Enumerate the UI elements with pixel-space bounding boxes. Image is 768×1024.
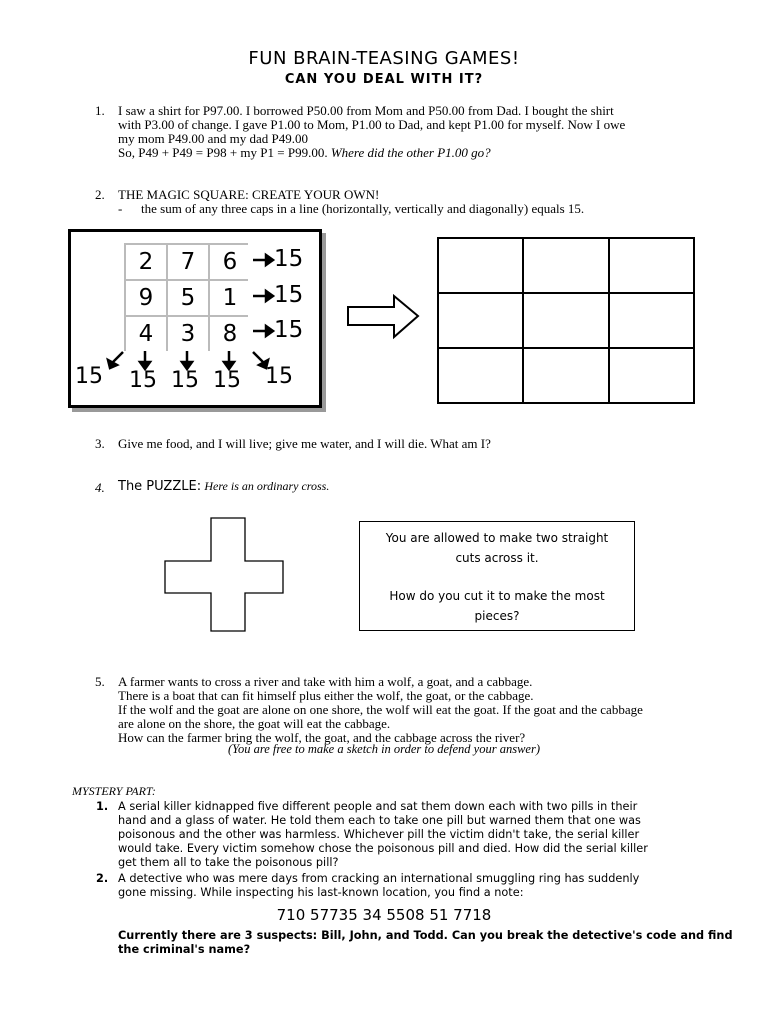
mystery-line: get them all to take the poisonous pill? — [118, 856, 339, 869]
mystery-line: would take. Every victim somehow chose the poisonous pill and died. How did the serial killer — [118, 842, 648, 855]
question-note: (You are free to make a sketch in order to defend your answer) — [228, 742, 540, 756]
mystery-number: 1. — [96, 800, 109, 813]
puzzle-instruction-line: cuts across it. — [455, 551, 539, 565]
empty-cell[interactable] — [438, 293, 523, 348]
puzzle-label: The PUZZLE: — [118, 479, 202, 494]
mystery-line: A serial killer kidnapped five different people and sat them down each with two pills in their — [118, 800, 638, 813]
question-number: 3. — [95, 436, 105, 451]
page-title: FUN BRAIN-TEASING GAMES! — [248, 48, 520, 69]
question-line: If the wolf and the goat are alone on one shore, the wolf will eat the goat. If the goat and the cabbage — [118, 702, 643, 717]
section-heading: MYSTERY PART: — [72, 784, 156, 798]
magic-cell: 7 — [168, 245, 208, 279]
question-prompt: Where did the other P1.00 go? — [330, 145, 491, 160]
question-number: 4. — [95, 480, 105, 495]
magic-cell: 5 — [168, 281, 208, 315]
question-line: I saw a shirt for P97.00. I borrowed P50.00 from Mom and P50.00 from Dad. I bought the shirt — [118, 103, 614, 118]
column-sum: 15 — [171, 368, 199, 393]
question-number: 5. — [95, 674, 105, 689]
magic-cell: 6 — [210, 245, 250, 279]
question-line — [118, 146, 491, 159]
question-number: 2. — [95, 187, 105, 202]
arrow-diagonal-right-icon — [253, 352, 263, 362]
arrow-head-icon — [266, 255, 273, 265]
question-number: 1. — [95, 103, 105, 118]
question-line — [118, 479, 329, 493]
question-line: my mom P49.00 and my dad P49.00 — [118, 131, 308, 146]
arrow-head-icon — [266, 291, 273, 301]
empty-cell[interactable] — [609, 348, 694, 403]
arrow-diagonal-left-icon — [113, 352, 123, 362]
mystery-line: Currently there are 3 suspects: Bill, John, and Todd. Can you break the detective's code and find — [118, 929, 733, 942]
question-line: How can the farmer bring the wolf, the goat, and the cabbage across the river? — [118, 730, 526, 745]
puzzle-instruction-line: How do you cut it to make the most — [389, 589, 605, 603]
magic-cell: 8 — [210, 317, 250, 351]
empty-cell[interactable] — [438, 348, 523, 403]
magic-cell: 3 — [168, 317, 208, 351]
puzzle-description: Here is an ordinary cross. — [204, 479, 330, 493]
column-sum: 15 — [129, 368, 157, 393]
arrow-head-icon — [108, 360, 117, 368]
hollow-arrow-icon — [346, 294, 420, 340]
mystery-line: the criminal's name? — [118, 943, 251, 956]
mystery-line: hand and a glass of water. He told them each to take one pill but warned them that one was — [118, 814, 641, 827]
question-line: There is a boat that can fit himself plus either the wolf, the goat, or the cabbage. — [118, 688, 534, 703]
empty-cell[interactable] — [609, 293, 694, 348]
empty-cell[interactable] — [609, 238, 694, 293]
magic-cell: 1 — [210, 281, 250, 315]
question-line: A farmer wants to cross a river and take with him a wolf, a goat, and a cabbage. — [118, 674, 533, 689]
empty-magic-square — [437, 237, 695, 404]
magic-cell: 4 — [126, 317, 166, 351]
cross-shape — [163, 517, 285, 633]
column-sum: 15 — [213, 368, 241, 393]
diagonal-sum: 15 — [75, 364, 103, 389]
question-line: with P3.00 of change. I gave P1.00 to Mom, P1.00 to Dad, and kept P1.00 for myself. Now I owe — [118, 117, 626, 132]
question-rule: the sum of any three caps in a line (horizontally, vertically and diagonally) equals 15. — [141, 201, 585, 216]
puzzle-instructions-box — [359, 521, 635, 631]
page-subtitle: CAN YOU DEAL WITH IT? — [284, 72, 484, 87]
magic-cell: 9 — [126, 281, 166, 315]
puzzle-instruction-line: You are allowed to make two straight — [385, 531, 609, 545]
magic-cell: 2 — [126, 245, 166, 279]
empty-cell[interactable] — [523, 238, 608, 293]
row-sum: 15 — [274, 282, 304, 308]
equation-text: So, P49 + P49 = P98 + my P1 = P99.00. — [118, 145, 328, 160]
row-sum: 15 — [274, 317, 304, 343]
bullet: - — [118, 201, 123, 216]
question-text: Give me food, and I will live; give me water, and I will die. What am I? — [118, 436, 491, 451]
puzzle-instruction-line: pieces? — [474, 609, 520, 623]
mystery-line: poisonous and the other was harmless. Whichever pill the victim didn't take, the serial killer — [118, 828, 640, 841]
diagonal-sum: 15 — [265, 364, 293, 389]
secret-code: 710 57735 34 5508 51 7718 — [276, 906, 492, 924]
empty-cell[interactable] — [438, 238, 523, 293]
empty-cell[interactable] — [523, 293, 608, 348]
mystery-number: 2. — [96, 872, 109, 885]
mystery-line: gone missing. While inspecting his last-known location, you find a note: — [118, 886, 524, 899]
empty-cell[interactable] — [523, 348, 608, 403]
mystery-line: A detective who was mere days from cracking an international smuggling ring has suddenly — [118, 872, 640, 885]
question-title: THE MAGIC SQUARE: CREATE YOUR OWN! — [118, 187, 380, 202]
question-line: are alone on the shore, the goat will eat the cabbage. — [118, 716, 391, 731]
row-sum: 15 — [274, 246, 304, 272]
arrow-head-icon — [266, 326, 273, 336]
